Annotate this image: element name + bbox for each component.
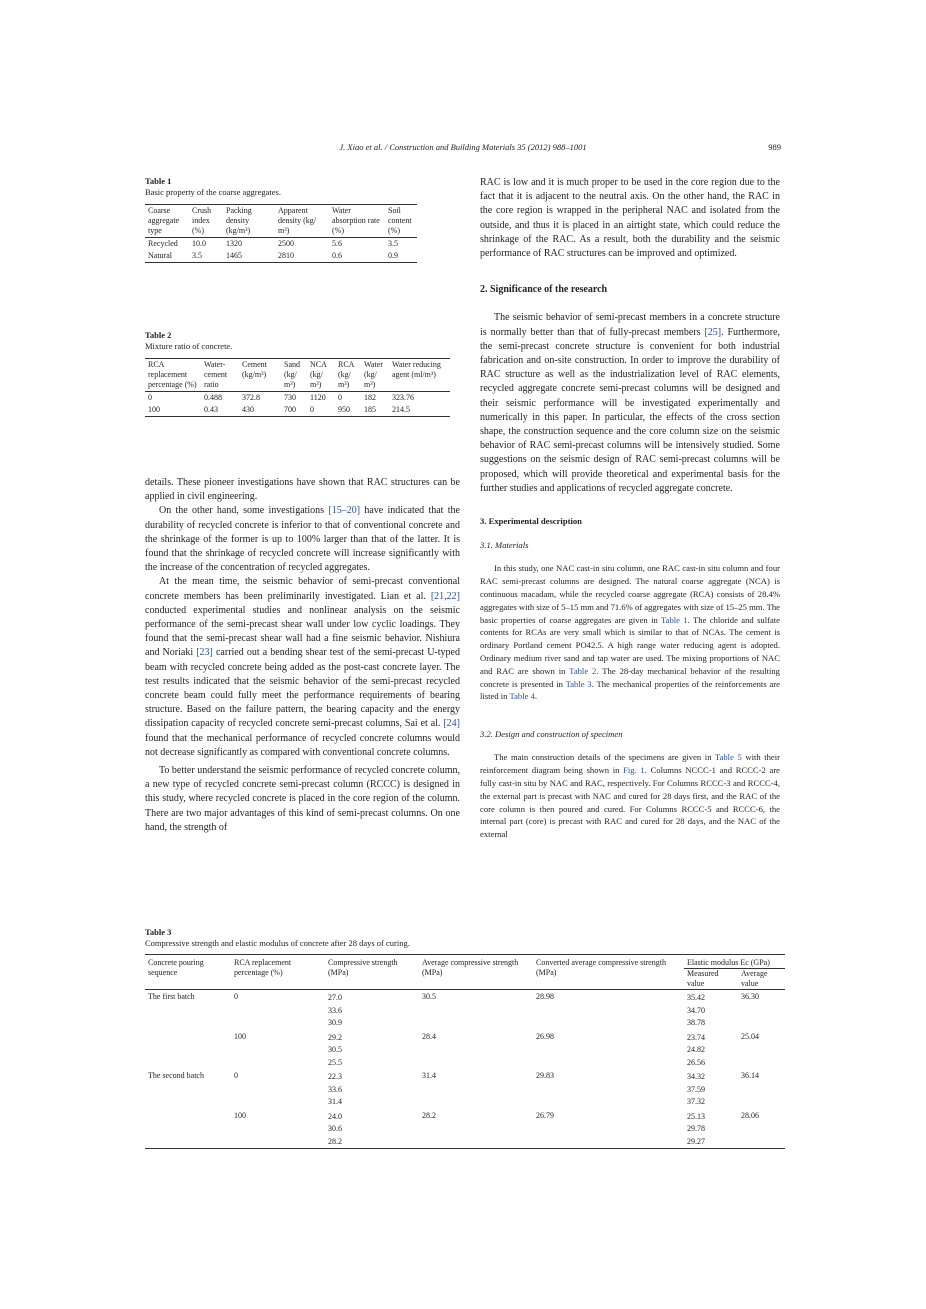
table-cell: The first batch — [148, 992, 195, 1001]
table-cell: 372.8 — [242, 393, 260, 402]
section-heading: 3. Experimental description — [480, 516, 582, 527]
table3-label: Table 3 — [145, 927, 172, 937]
table1-header: Packing density (kg/m³) — [226, 206, 252, 235]
table3-header: RCA replacement percentage (%) — [234, 958, 292, 977]
table1-header: Crush index (%) — [192, 206, 212, 235]
table-cell: 24.0 30.6 28.2 — [328, 1111, 342, 1146]
table-cell: 0 — [338, 393, 342, 402]
table1-header: Coarse aggregate type — [148, 206, 180, 235]
paragraph: The main construction details of the specimens are given in Table 5 with their reinforcement diagram being shown in Fig. 1. Columns NCCC-1 and RCCC-2 are fully cast-in situ by NAC and RAC, respectively. For Columns RCCC-3 and RCCC-4, the external part is precast with NAC and cured for 28 days first, and the RAC of the core column is then poured and cured. For Columns RCCC-5 and RCCC-6, the internal part (core) is precast with RAC and cured for 28 days, and the NAC of the external — [480, 752, 781, 840]
table3-caption: Compressive strength and elastic modulus of concrete after 28 days of curing. — [145, 938, 410, 948]
citation-link[interactable]: [21,22] — [430, 590, 460, 602]
table2-header: Cement (kg/m³) — [242, 360, 267, 379]
table-cell: 323.76 — [392, 393, 414, 402]
right-column-text — [480, 176, 780, 841]
table-cell: 29.83 — [536, 1071, 554, 1080]
table-cell: 3.5 — [192, 251, 202, 260]
table2-header: NCA (kg/ m³) — [310, 360, 327, 389]
table-cell: 3.5 — [388, 239, 398, 248]
table2-header: RCA (kg/ m³) — [338, 360, 355, 389]
table-row — [145, 1030, 785, 1070]
table3-header: Compressive strength (MPa) — [328, 958, 398, 977]
table1-label: Table 1 — [145, 176, 172, 186]
subsection-heading: 3.1. Materials — [480, 540, 529, 551]
table-link[interactable]: Table 3 — [565, 678, 592, 689]
table-cell: 26.79 — [536, 1110, 554, 1120]
table1 — [145, 204, 417, 263]
table2-caption: Mixture ratio of concrete. — [145, 341, 233, 351]
table-cell: 185 — [364, 405, 376, 414]
table2-header: Water reducing agent (ml/m³) — [392, 360, 441, 379]
table3-subheader: Measured value — [687, 969, 719, 988]
paragraph: The seismic behavior of semi-precast members in a concrete structure is normally better than that of fully-precast members [25]. Furthermore, the semi-precast concrete structure is convenient for both industrial fabrication and on-site construction. In order to improve the durability of RAC structure as well as the industrialization level of RAC elements, recycled aggregate concrete semi-precast columns will be designed and their seismic performance will be investigated experimentally and numerically in this paper. In particular, the effects of the cross section shape, the construction sequence and the core column size on the seismic behavior of RAC semi-precast columns will be intensively studied. Some suggestions on the seismic design of RAC semi-precast columns will be proposed, which will provide theoretical and experimental basis for the further studies and applications of recycled aggregate concrete. — [480, 312, 780, 494]
table3-header: Average compressive strength (MPa) — [422, 958, 519, 977]
table-cell — [145, 1109, 231, 1149]
table2-label: Table 2 — [145, 330, 172, 340]
table3 — [145, 954, 785, 1149]
table-cell: 2810 — [278, 251, 294, 260]
table-cell: 27.0 33.6 30.9 — [328, 993, 342, 1027]
table1-block — [145, 176, 460, 263]
table-cell: 25.04 — [741, 1031, 759, 1041]
table-row — [145, 1069, 785, 1109]
table-cell: 2500 — [278, 239, 294, 248]
table3-subheader: Average value — [741, 969, 768, 988]
table-cell: 34.32 37.59 37.32 — [687, 1072, 705, 1106]
table2 — [145, 358, 450, 417]
table-cell: 214.5 — [392, 405, 410, 414]
left-column-text — [145, 476, 460, 835]
table1-caption-block — [145, 176, 460, 198]
table1-header: Soil content (%) — [388, 206, 412, 235]
table-cell: 26.98 — [536, 1031, 554, 1041]
table-cell: 36.30 — [741, 992, 759, 1001]
table1-caption: Basic property of the coarse aggregates. — [145, 187, 281, 197]
table-cell: 0 — [234, 1071, 238, 1080]
page-number: 989 — [768, 142, 781, 152]
table-cell: 25.13 29.78 29.27 — [687, 1111, 705, 1146]
table-cell: The second batch — [148, 1071, 204, 1080]
table-cell: 730 — [284, 393, 296, 402]
table-cell: 28.98 — [536, 992, 554, 1001]
citation-link[interactable]: [15–20] — [328, 505, 361, 517]
subsection-heading: 3.2. Design and construction of specimen — [480, 729, 623, 740]
table3-caption-block — [145, 927, 785, 949]
table-cell: 100 — [148, 405, 160, 414]
table-cell: 100 — [234, 1031, 246, 1041]
paragraph: RAC is low and it is much proper to be used in the core region due to the fact that it is adjacent to the neutral axis. On the other hand, the RAC in the core region is wrapped in the peripheral NAC and isolated from the outside, and thus it is placed in an airtight state, which could reduce the shrinkage of the RAC. As a result, both the durability and the seismic performance of RAC structures can be improved and optimized. — [480, 177, 780, 260]
table-cell: 100 — [234, 1110, 246, 1120]
table-cell: 30.5 — [422, 992, 436, 1001]
table-cell: 0.9 — [388, 251, 398, 260]
table-cell: 5.6 — [332, 239, 342, 248]
table-cell: 182 — [364, 393, 376, 402]
table2-header: Water (kg/ m³) — [364, 360, 383, 389]
table-cell: 0 — [234, 992, 238, 1001]
table3-header: Elastic modulus Ec (GPa) — [684, 955, 785, 969]
table-cell: 28.4 — [422, 1031, 436, 1041]
table-row — [145, 392, 450, 405]
paragraph: In this study, one NAC cast-in situ column, one RAC cast-in situ column and four RAC semi-precast columns are designed. The natural coarse aggregate (NCA) is continuous macadam, while the recycled coarse aggregate (RCA) consists of 28.4% aggregates with size of 5–15 mm and 71.6% of aggregates with size of 15–25 mm. The basic properties of coarse aggregates are given in Table 1. The chloride and sulfate contents for RCAs are very small which is similar to that of NCAs. The cement is ordinary Portland cement PO42.5. A high range water reducing agent is adopted. Ordinary medium river sand and tap water are used. The mixing proportions of NAC and RAC are shown in Table 2. The 28-day mechanical behavior of the resulting concrete is presented in Table 3. The mechanical properties of the reinforcements are listed in Table 4. — [480, 563, 780, 702]
running-header — [0, 142, 926, 156]
table2-caption-block — [145, 330, 460, 352]
table-cell: 0 — [148, 393, 152, 402]
table2-header: Sand (kg/ m³) — [284, 360, 300, 389]
table-row — [145, 250, 417, 263]
journal-citation: J. Xiao et al. / Construction and Building Materials 35 (2012) 988–1001 — [339, 142, 587, 152]
table1-header: Apparent density (kg/ m³) — [278, 206, 316, 235]
section-heading: 2. Significance of the research — [480, 284, 608, 296]
table-cell: 29.2 30.5 25.5 — [328, 1032, 342, 1067]
table-row — [145, 404, 450, 417]
table-link[interactable]: Table 4 — [509, 691, 535, 702]
table3-header: Converted average compressive strength (MPa) — [536, 958, 666, 977]
table-cell: 0.488 — [204, 393, 222, 402]
table-cell: Natural — [148, 251, 172, 260]
table-row — [145, 990, 785, 1030]
paragraph: To better understand the seismic performance of recycled concrete column, a new type of recycled concrete semi-precast column (RCCC) is designed in this study, where recycled concrete is placed in the core region of the column. There are two major advantages of this kind of semi-precast columns. On one hand, the strength of — [145, 765, 460, 833]
table-cell: 23.74 24.82 26.56 — [687, 1032, 705, 1067]
table-cell: 36.14 — [741, 1071, 759, 1080]
table2-block — [145, 330, 460, 417]
table-cell: 31.4 — [422, 1071, 436, 1080]
table-cell: 1120 — [310, 393, 326, 402]
paragraph: At the mean time, the seismic behavior of semi-precast conventional concrete members has been preliminarily investigated. Lian et al. [21,22] conducted experimental studies and nonlinear analysis on the seismic performance of the semi-precast shear wall under low cyclic loadings. They found that the semi-precast shear wall had a fine seismic behavior. Nishiura and Noriaki [23] carried out a bending shear test of the semi-precast U-typed beam with recycled concrete being added as the post-cast concrete layer. The test results indicated that the seismic behavior of the semi-precast recycled concrete beam could fully meet the performance requirements of bearing structure. Based on the failure pattern, the bearing capacity and the energy dissipation capacity of recycled concrete semi-precast columns, Sai et al. [24] found that the mechanical performance of recycled concrete columns would not decrease significantly as compared with conventional concrete columns. — [145, 576, 460, 758]
table2-header: RCA replacement percentage (%) — [148, 360, 197, 389]
table-cell: 10.0 — [192, 239, 206, 248]
table-row — [145, 1109, 785, 1149]
citation-link[interactable]: [25] — [704, 326, 722, 338]
paragraph: details. These pioneer investigations have shown that RAC structures can be applied in civil engineering. — [145, 477, 460, 503]
table-cell: 700 — [284, 405, 296, 414]
table-cell: 28.2 — [422, 1110, 436, 1120]
table-cell: 22.3 33.6 31.4 — [328, 1072, 342, 1106]
table-cell: 430 — [242, 405, 254, 414]
table-cell: 0.43 — [204, 405, 218, 414]
citation-link[interactable]: [24] — [443, 718, 460, 730]
table-link[interactable]: Table 1 — [661, 614, 688, 625]
paragraph: On the other hand, some investigations [15–20] have indicated that the durability of recycled concrete is inferior to that of conventional concrete and the shrinkage of the former is up to 100% larger than that of the latter. It is found that the shrinkage of recycled concrete will increase significantly with the increase of the concentration of recycled aggregates. — [145, 505, 460, 574]
table1-header: Water absorption rate (%) — [332, 206, 380, 235]
figure-link[interactable]: Fig. 1 — [623, 765, 645, 776]
table-link[interactable]: Table 5 — [714, 752, 742, 763]
table-cell: 950 — [338, 405, 350, 414]
table-cell: 0 — [310, 405, 314, 414]
table3-header: Concrete pouring sequence — [148, 958, 204, 977]
table-link[interactable]: Table 2 — [569, 665, 597, 676]
table-cell: 28.06 — [741, 1110, 759, 1120]
table-cell: 1320 — [226, 239, 242, 248]
table-cell: Recycled — [148, 239, 178, 248]
citation-link[interactable]: [23] — [196, 647, 213, 659]
table-row — [145, 238, 417, 251]
table-cell: 35.42 34.70 38.78 — [687, 993, 705, 1027]
table-cell: 1465 — [226, 251, 242, 260]
table3-block — [145, 927, 785, 1149]
table2-header: Water-cement ratio — [204, 360, 228, 389]
table-cell — [145, 1030, 231, 1070]
table-cell: 0.6 — [332, 251, 342, 260]
